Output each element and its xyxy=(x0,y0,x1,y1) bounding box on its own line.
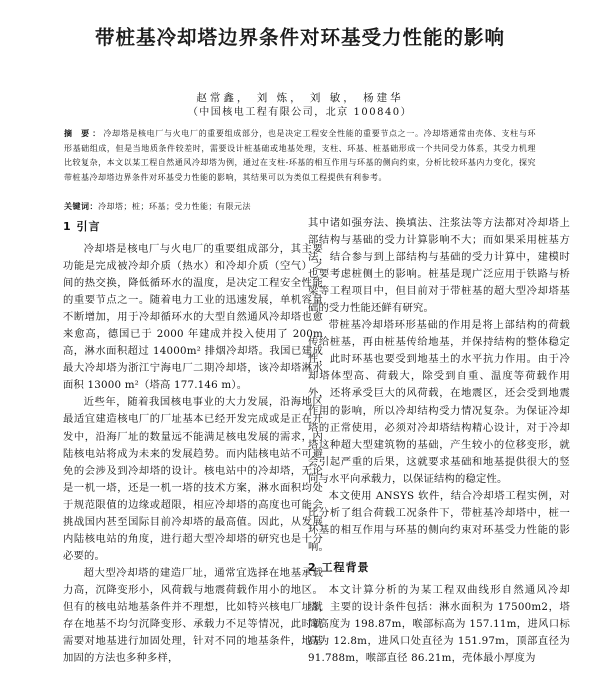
right-column xyxy=(308,215,570,667)
keywords-label: 关键词： xyxy=(64,201,98,211)
keywords-text: 冷却塔；桩；环基；受力性能；有限元法 xyxy=(98,202,251,211)
paragraph: 带桩基冷却塔环形基础的作用是将上部结构的荷载传给桩基，再由桩基传给地基，并保持结构的整体稳定性，此时环基也要受到地基土的水平抗力作用。由于冷却塔体型高、荷载大，除受到自重、温度等荷载作用外，还将承受巨大的风荷载，在地震区，还会受到地震作用的影响，所以冷却结构受力情况复杂。为保证冷却塔的正常使用，必须对冷却塔结构精心设计，对于冷却塔这种超大型建筑物的基础，产生较小的位移变形，就会引起严重的后果，这就要求基础和地基提供很大的竖向与水平向承载力，以保证结构的稳定性。 xyxy=(308,319,570,485)
paragraph: 其中诸如强夯法、换填法、注浆法等方法都对冷却塔上部结构与基础的受力计算影响不大；而如果采用桩基方法，结合参与到上部结构与基础的受力计算中，建模时也要考虑桩侧土的影响。桩基是现广泛应用于铁路与桥梁等工程项目中，但目前对于带桩基的超大型冷却塔基础的受力性能还鲜有研究。 xyxy=(308,217,570,315)
abstract-label: 摘 要： xyxy=(64,128,104,138)
keywords xyxy=(64,199,536,214)
affiliation: （中国核电工程有限公司，北京 100840） xyxy=(187,107,413,118)
paragraph: 本文计算分析的为某工程双曲线形自然通风冷却塔，主要的设计条件包括：淋水面积为 17500m2，塔筒高度为 198.87m，喉部标高为 157.11m，进风口标高为 12.8m，进风口处直径为 151.97m，顶部直径为 91.788m，喉部直径 86.21m，壳体最小厚度为 xyxy=(308,583,570,665)
paragraph: 近些年，随着我国核电事业的大力发展，沿海地区最适宜建造核电厂的厂址基本已经开发完成或是正在开发中，沿海厂址的数量远不能满足核电发展的需求，内陆核电站将成为未来的发展趋势。而内陆核电站不可避免的会涉及到冷却塔的设计。核电站中的冷却塔，无论是一机一塔，还是一机一塔的技术方案，淋水面积均处于规范限值的边缘或超限，相应冷却塔的高度也可能会挑战国内甚至国际目前冷却塔的最高值。因此，从发展内陆核电站的角度，进行超大型冷却塔的研究也是十分必要的。 xyxy=(63,396,323,562)
abstract xyxy=(64,126,536,185)
paper-title: 带桩基冷却塔边界条件对环基受力性能的影响 xyxy=(94,26,505,49)
authors: 赵常鑫， 刘 炼， 刘 敏， 杨建华 xyxy=(196,92,404,104)
section-heading-background: 2 工程背景 xyxy=(308,560,370,574)
section-heading-introduction: 1 引言 xyxy=(63,220,101,233)
paragraph: 本文使用 ANSYS 软件，结合冷却塔工程实例，对比分析了组合荷载工况条件下，带桩基冷却塔中，桩一环基的相互作用与环基的侧向约束对环基受力性能的影响。 xyxy=(308,489,570,553)
abstract-text: 冷却塔是核电厂与火电厂的重要组成部分，也是决定工程安全性能的重要节点之一。冷却塔通常由壳体、支柱与环形基础组成，但是当地质条件较差时，需要设计桩基础或地基处理，支柱、环基、桩基础形成一个共同受力体系，其受力机理比较复杂，本文以某工程自然通风冷却塔为例，通过在支柱-环基的相互作用与环基的侧向约束，分析比较环基内力变化，探究带桩基冷却塔边界条件对环基受力性能的影响，其结果可以为类似工程提供有利参考。 xyxy=(64,129,536,182)
left-column xyxy=(63,217,323,667)
paragraph: 冷却塔是核电厂与火电厂的重要组成部分，其主要功能是完成被冷却介质（热水）和冷却介质（空气）之间的热交换，降低循环水的温度，是决定工程安全性能的重要节点之一。随着电力工业的迅速发展，单机容量不断增加，用于冷却循环水的大型自然通风冷却塔也愈来愈高，德国已于 2000 年建成并投入使用了 200m 高，淋水面积超过 14000m² 排烟冷却塔。我国已建成最大冷却塔为浙江宁海电厂二期冷却塔，该冷却塔淋水面积 13000 m²（塔高 177.146 m）。 xyxy=(63,243,323,392)
paragraph: 超大型冷却塔的建造厂址，通常宜选择在地基承载力高，沉降变形小，风荷载与地震荷载作用小的地区。但有的核电站地基条件并不理想，比如特兴核电厂址就存在地基不均匀沉降变形、承载力不足等情况，此时就需要对地基进行加固处理，针对不同的地基条件，地基加固的方法也多种多样， xyxy=(63,566,323,665)
